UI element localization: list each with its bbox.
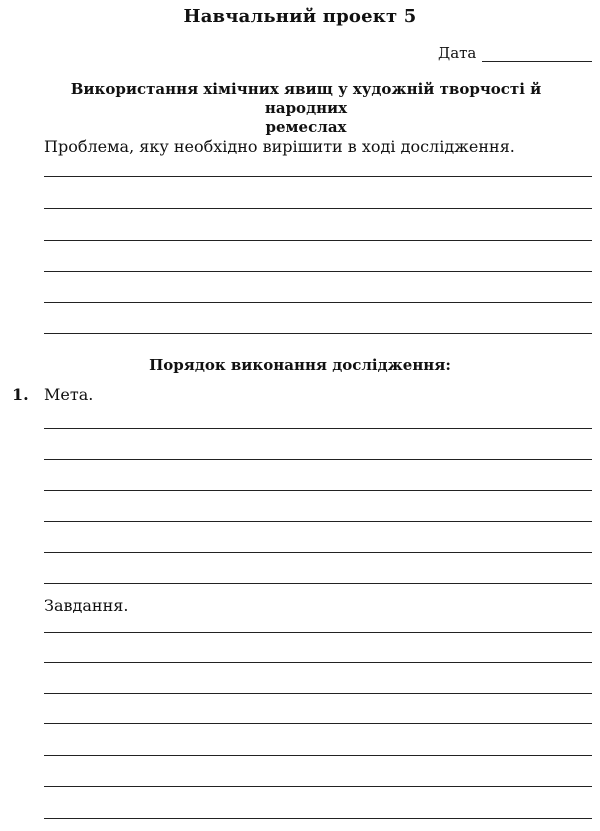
goal-writing-line[interactable] [44, 428, 592, 429]
date-field [438, 44, 592, 62]
tasks-writing-line[interactable] [44, 693, 592, 694]
goal-writing-line[interactable] [44, 459, 592, 460]
goal-label: Мета. [44, 385, 94, 404]
project-topic-line-1: Використання хімічних явищ у художній творчості й народних [70, 80, 542, 117]
problem-label: Проблема, яку необхідно вирішити в ході дослідження. [44, 137, 515, 156]
procedure-heading: Порядок виконання дослідження: [149, 356, 451, 374]
tasks-writing-line[interactable] [44, 632, 592, 633]
problem-writing-line[interactable] [44, 176, 592, 177]
goal-writing-line[interactable] [44, 552, 592, 553]
item-number: 1. [12, 385, 29, 404]
problem-writing-line[interactable] [44, 240, 592, 241]
goal-writing-line[interactable] [44, 490, 592, 491]
date-label: Дата [438, 44, 477, 62]
page-title: Навчальний проект 5 [183, 6, 417, 27]
problem-writing-line[interactable] [44, 208, 592, 209]
tasks-writing-line[interactable] [44, 786, 592, 787]
project-topic [30, 80, 582, 137]
problem-writing-line[interactable] [44, 333, 592, 334]
tasks-writing-line[interactable] [44, 755, 592, 756]
project-topic-line-2: ремеслах [265, 118, 347, 136]
problem-writing-line[interactable] [44, 271, 592, 272]
goal-writing-line[interactable] [44, 521, 592, 522]
tasks-writing-line[interactable] [44, 662, 592, 663]
tasks-label: Завдання. [44, 596, 129, 615]
tasks-writing-line[interactable] [44, 723, 592, 724]
date-fill-line[interactable] [482, 47, 592, 62]
problem-writing-line[interactable] [44, 302, 592, 303]
goal-writing-line[interactable] [44, 583, 592, 584]
tasks-writing-line[interactable] [44, 818, 592, 819]
